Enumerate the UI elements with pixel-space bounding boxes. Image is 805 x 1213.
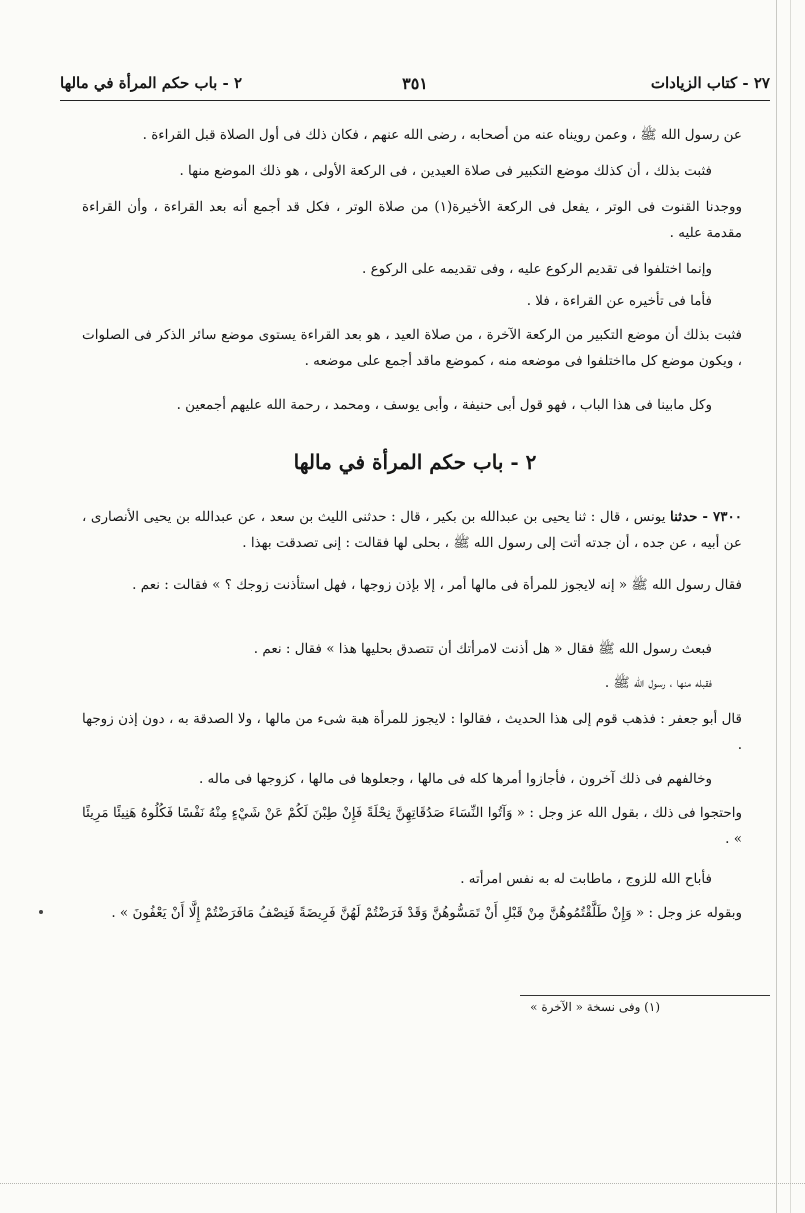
- paragraph: فقال رسول الله ﷺ « إنه لايجوز للمرأة فى مالها أمر ، إلا بإذن زوجها ، فهل استأذنت زوجك ؟ » فقالت : نعم .: [132, 577, 742, 593]
- running-header: [60, 70, 770, 98]
- paragraph: واحتجوا فى ذلك ، بقول الله عز وجل : « وَآتُوا النِّسَاءَ صَدُقَاتِهِنَّ نِحْلَةً فَإِنْ طِبْنَ لَكُمْ عَنْ شَيْءٍ مِنْهُ نَفْسًا فَكُلُوهُ هَنِيئًا مَرِيئًا » .: [82, 805, 742, 847]
- header-book-title: ٢٧ - كتاب الزيادات: [650, 74, 770, 92]
- paragraph: عن رسول الله ﷺ ، وعمن رويناه عنه من أصحابه ، رضى الله عنهم ، فكان ذلك فى أول الصلاة قبل القراءة .: [142, 127, 742, 143]
- section-title: ٢ - باب حكم المرأة في مالها: [293, 450, 537, 474]
- scan-bottom-edge: [0, 1183, 805, 1184]
- footnote: (١) وفى نسخة « الآخرة »: [530, 1000, 660, 1014]
- paragraph: وإنما اختلفوا فى تقديم الركوع عليه ، وفى تقديمه على الركوع .: [362, 261, 712, 277]
- header-chapter-title: ٢ - باب حكم المرأة في مالها: [60, 74, 243, 92]
- header-rule: [60, 100, 770, 101]
- paragraph: فبعث رسول الله ﷺ فقال « هل أذنت لامرأتك أن تتصدق بحليها هذا » فقال : نعم .: [253, 641, 712, 657]
- scan-edge-line: [776, 0, 777, 1213]
- paragraph: فثبت بذلك ، أن كذلك موضع التكبير فى صلاة العيدين ، فى الركعة الأولى ، هو ذلك الموضع منها .: [179, 163, 712, 179]
- paragraph: وكل مابينا فى هذا الباب ، فهو قول أبى حنيفة ، وأبى يوسف ، ومحمد ، رحمة الله عليهم أجمعين .: [176, 397, 712, 413]
- paragraph: فأباح الله للزوج ، ماطابت له به نفس امرأته .: [460, 871, 712, 887]
- page-number: ٣٥١: [402, 74, 428, 93]
- paragraph: ووجدنا القنوت فى الوتر ، يفعل فى الركعة الأخيرة(١) من صلاة الوتر ، فكل قد أجمع أنه بعد القراءة ، وأن القراءة مقدمة عليه .: [82, 199, 742, 241]
- paragraph: قال أبو جعفر : فذهب قوم إلى هذا الحديث ، فقالوا : لايجوز للمرأة هبة شىء من مالها ، ولا الصدقة به ، دون إذن زوجها .: [82, 711, 742, 753]
- hadith-number: ٧٣٠٠ - حدثنا: [670, 509, 742, 525]
- paragraph: فقبله منها ، رسول الله ﷺ .: [604, 675, 712, 691]
- paragraph: فأما فى تأخيره عن القراءة ، فلا .: [526, 293, 712, 309]
- paragraph: وبقوله عز وجل : « وَإِنْ طَلَّقْتُمُوهُنَّ مِنْ قَبْلِ أَنْ تَمَسُّوهُنَّ وَقَدْ فَرَضْتُمْ لَهُنَّ فَرِيضَةً فَنِصْفُ مَافَرَضْتُمْ إِلَّا أَنْ يَعْفُونَ » .: [111, 905, 742, 921]
- hadith-text: يونس ، قال : ثنا يحيى بن عبدالله بن بكير ، قال : حدثنى الليث بن سعد ، عن عبدالله بن يحيى الأنصارى ، عن أبيه ، عن جده ، أن جدته أتت إلى رسول الله ﷺ ، بحلى لها فقالت : إنى تصدقت بهذا .: [82, 509, 742, 551]
- margin-dot: [39, 910, 43, 914]
- footnote-rule: [520, 995, 770, 996]
- paragraph: فثبت بذلك أن موضع التكبير من الركعة الآخرة ، من صلاة العيد ، هو بعد القراءة يستوى موضع سائر الذكر فى الصلوات ، ويكون موضع كل مااختلفوا فى موضعه منه ، كموضع ماقد أجمع على موضعه .: [82, 327, 742, 369]
- hadith-paragraph: [82, 504, 742, 556]
- paragraph: وخالفهم فى ذلك آخرون ، فأجازوا أمرها كله فى مالها ، وجعلوها فى مالها ، كزوجها فى ماله .: [198, 771, 712, 787]
- scan-edge-line-outer: [790, 0, 791, 1213]
